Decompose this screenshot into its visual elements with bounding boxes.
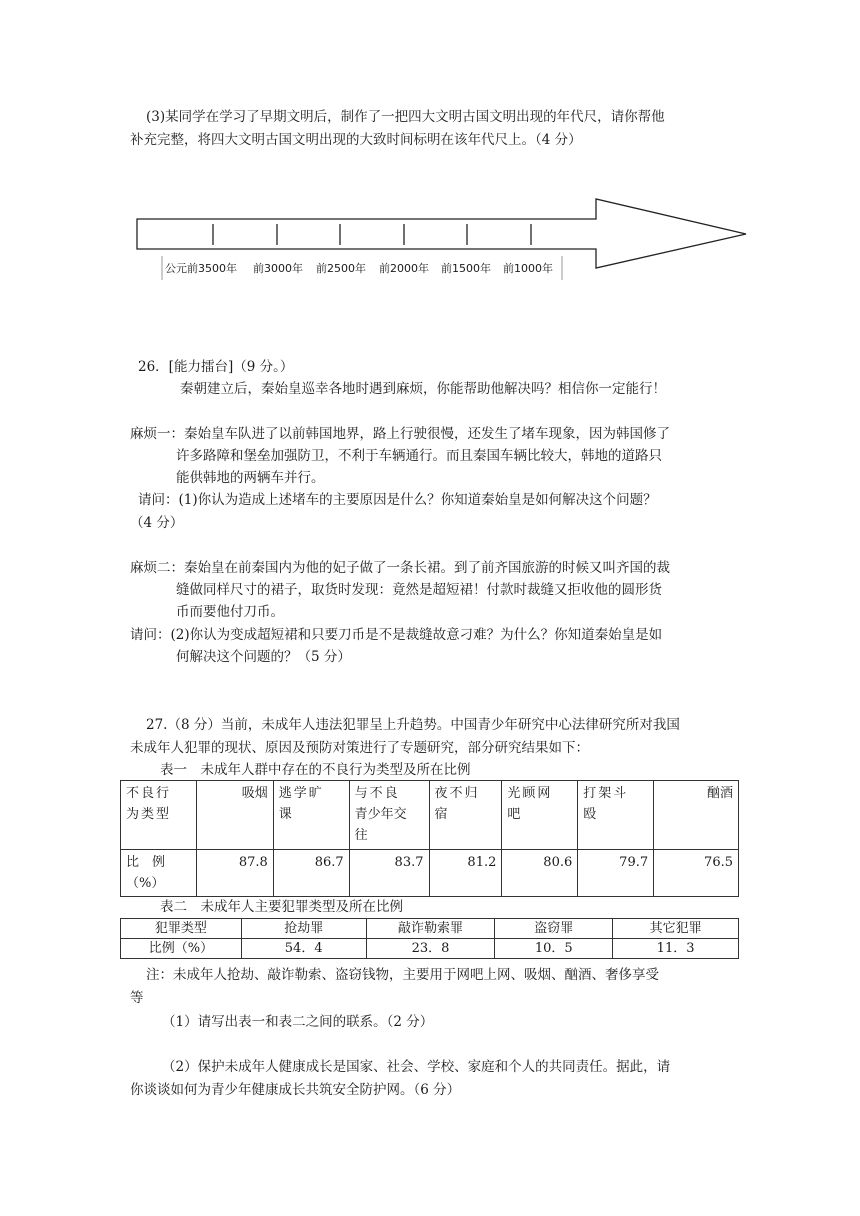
table1-header-cell: 打架斗 殴: [578, 781, 654, 850]
table1-value: 76.5: [654, 850, 739, 897]
q27-sub1: （1）请写出表一和表二之间的联系。（2 分）: [162, 1014, 434, 1030]
table2-caption: 表二 未成年人主要犯罪类型及所在比例: [160, 899, 403, 915]
table2-header-cell: 盗窃罪: [495, 919, 613, 939]
q26-intro: 秦朝建立后，秦始皇巡幸各地时遇到麻烦，你能帮助他解决吗？相信你一定能行！: [180, 381, 666, 397]
q27-sub2-line2: 你谈谈如何为青少年健康成长共筑安全防护网。（6 分）: [130, 1082, 461, 1098]
table2-header-cell: 犯罪类型: [121, 919, 242, 939]
table2-header-row: [121, 919, 739, 939]
ask1-line2: （4 分）: [130, 515, 184, 531]
q26-title: 26．[能力擂台]（9 分。）: [138, 359, 294, 375]
table2-header-cell: 抢劫罪: [241, 919, 366, 939]
trouble2-line2: 缝做同样尺寸的裙子，取货时发现：竟然是超短裙！付款时裁缝又拒收他的圆形货: [176, 582, 662, 598]
q27-line2: 未成年人犯罪的现状、原因及预防对策进行了专题研究，部分研究结果如下：: [130, 740, 589, 756]
table1-header-cell: 与不良 青少年交 往: [349, 781, 429, 850]
q25-3-line2: 补充完整，将四大文明古国文明出现的大致时间标明在该年代尺上。（4 分）: [130, 132, 582, 148]
timeline-label: 前2500年: [316, 262, 366, 275]
table1-header-label: 不良行 为类型: [121, 781, 197, 850]
table1: [120, 780, 739, 897]
table1-header-row: [121, 781, 739, 850]
timeline-label: 前1000年: [503, 262, 553, 275]
table1-value: 86.7: [273, 850, 349, 897]
table2-value: 10．5: [495, 939, 613, 959]
table1-caption: 表一 未成年人群中存在的不良行为类型及所在比例: [160, 762, 471, 778]
table2-header-cell: 敲诈勒索罪: [366, 919, 495, 939]
table1-value: 81.2: [429, 850, 502, 897]
trouble2-line1: 麻烦二：秦始皇在前秦国内为他的妃子做了一条长裙。到了前齐国旅游的时候又叫齐国的裁: [130, 560, 670, 576]
table1-value: 83.7: [349, 850, 429, 897]
table2-value: 11．3: [613, 939, 739, 959]
table2-row-label: 比例（%）: [121, 939, 242, 959]
trouble1-line1: 麻烦一：秦始皇车队进了以前韩国地界，路上行驶很慢，还发生了堵车现象，因为韩国修了: [130, 426, 670, 442]
table1-value: 87.8: [196, 850, 273, 897]
timeline-ruler: [0, 0, 860, 300]
table1-header-cell: 光顾网 吧: [502, 781, 578, 850]
table1-header-cell: 夜不归 宿: [429, 781, 502, 850]
timeline-label: 前3000年: [253, 262, 303, 275]
ask2-line1: 请问：(2)你认为变成超短裙和只要刀币是不是裁缝故意刁难？为什么？你知道秦始皇是如: [130, 627, 663, 643]
table2-value: 54．4: [241, 939, 366, 959]
table1-header-cell: 酗酒: [654, 781, 739, 850]
trouble2-line3: 币而要他付刀币。: [176, 604, 284, 620]
ask2-line2: 何解决这个问题的？（5 分）: [176, 649, 351, 665]
table2: [120, 918, 739, 959]
table1-row-label: 比 例 （%）: [121, 850, 197, 897]
table2-header-cell: 其它犯罪: [613, 919, 739, 939]
note-line2: 等: [130, 990, 144, 1006]
note-line1: 注：未成年人抢劫、敲诈勒索、盗窃钱物，主要用于网吧上网、吸烟、酗酒、奢侈享受: [146, 967, 659, 983]
timeline-label: 前2000年: [379, 262, 429, 275]
trouble1-line2: 许多路障和堡垒加强防卫，不利于车辆通行。而且秦国车辆比较大，韩地的道路只: [176, 448, 662, 464]
table1-header-cell: 逃学旷 课: [273, 781, 349, 850]
table1-value: 79.7: [578, 850, 654, 897]
q25-3-line1: (3)某同学在学习了早期文明后，制作了一把四大文明古国文明出现的年代尺，请你帮他: [146, 109, 665, 125]
table2-value-row: [121, 939, 739, 959]
q27-sub2-line1: （2）保护未成年人健康成长是国家、社会、学校、家庭和个人的共同责任。据此，请: [162, 1059, 671, 1075]
trouble1-line3: 能供韩地的两辆车并行。: [176, 470, 325, 486]
timeline-label: 公元前3500年: [165, 262, 237, 275]
table1-header-cell: 吸烟: [196, 781, 273, 850]
table1-value: 80.6: [502, 850, 578, 897]
ask1-line1: 请问：(1)你认为造成上述堵车的主要原因是什么？你知道秦始皇是如何解决这个问题？: [138, 492, 657, 508]
table1-value-row: [121, 850, 739, 897]
q27-line1: 27.（8 分）当前，未成年人违法犯罪呈上升趋势。中国青少年研究中心法律研究所对我国: [146, 717, 680, 733]
table2-value: 23．8: [366, 939, 495, 959]
timeline-label: 前1500年: [441, 262, 491, 275]
